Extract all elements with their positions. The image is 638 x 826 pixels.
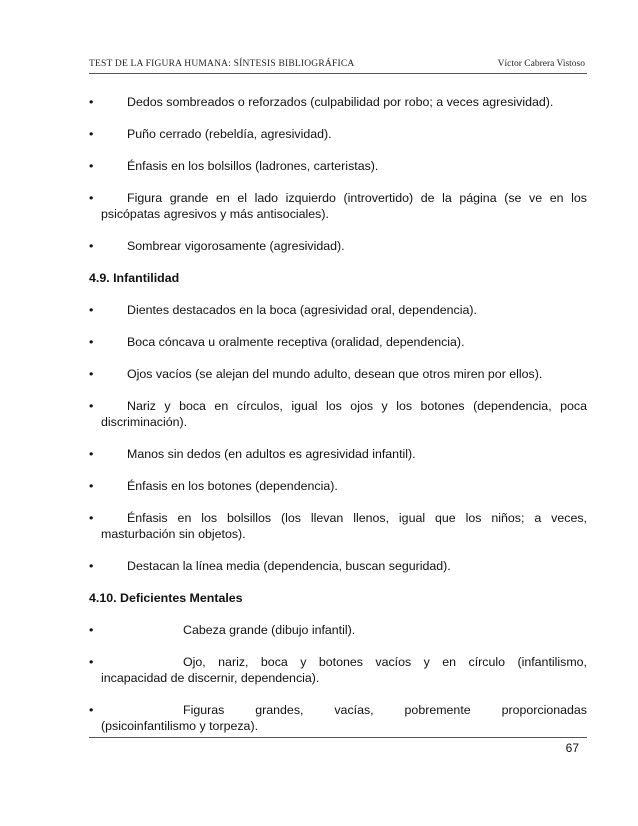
list-item-text-line2: discriminación).	[101, 415, 188, 429]
list-item-text: Dientes destacados en la boca (agresividad oral, dependencia).	[127, 303, 477, 317]
list-item-text: Destacan la línea media (dependencia, buscan seguridad).	[127, 559, 451, 573]
page-number: 67	[565, 741, 579, 755]
bullet-icon: •	[89, 367, 94, 381]
list-item	[89, 622, 587, 638]
page-header	[89, 59, 587, 74]
bullet-icon: •	[89, 239, 94, 253]
list-item	[89, 478, 587, 494]
list-item	[89, 158, 587, 174]
list-item	[89, 302, 587, 318]
list-item	[89, 238, 587, 254]
list-item-text: Dedos sombreados o reforzados (culpabilidad por robo; a veces agresividad).	[127, 95, 554, 109]
bullet-icon: •	[89, 399, 94, 413]
list-item-text-line2: masturbación sin objetos).	[101, 527, 246, 541]
list-item	[89, 94, 587, 110]
list-item	[89, 398, 587, 430]
page-content	[89, 94, 587, 750]
list-item-text-line2: incapacidad de discernir, dependencia).	[101, 671, 320, 685]
header-title: TEST DE LA FIGURA HUMANA: SÍNTESIS BIBLIOGRÁFICA	[89, 59, 355, 69]
list-item	[89, 190, 587, 222]
list-item-text-line1: Nariz y boca en círculos, igual los ojos y los botones (dependencia, poca	[127, 399, 587, 413]
list-item-text-line2: (psicoinfantilismo y torpeza).	[101, 719, 259, 733]
page-footer	[89, 737, 587, 755]
list-item	[89, 654, 587, 686]
list-item-text-line2: psicópatas agresivos y más antisociales).	[101, 207, 329, 221]
bullet-icon: •	[89, 303, 94, 317]
bullet-icon: •	[89, 95, 94, 109]
list-item-text: Énfasis en los botones (dependencia).	[127, 479, 338, 493]
bullet-icon: •	[89, 159, 94, 173]
list-item-text-line1: Figura grande en el lado izquierdo (introvertido) de la página (se ve en los	[127, 191, 587, 205]
list-item-text: Cabeza grande (dibujo infantil).	[183, 623, 356, 637]
bullet-icon: •	[89, 447, 94, 461]
list-item-text: Sombrear vigorosamente (agresividad).	[127, 239, 345, 253]
bullet-icon: •	[89, 191, 94, 205]
bullet-icon: •	[89, 703, 94, 717]
bullet-icon: •	[89, 623, 94, 637]
bullet-icon: •	[89, 127, 94, 141]
list-item	[89, 334, 587, 350]
bullet-icon: •	[89, 655, 94, 669]
list-item	[89, 366, 587, 382]
list-item-text: Ojos vacíos (se alejan del mundo adulto, desean que otros miren por ellos).	[127, 367, 543, 381]
list-item-text: Manos sin dedos (en adultos es agresividad infantil).	[127, 447, 416, 461]
list-item-text: Boca cóncava u oralmente receptiva (oralidad, dependencia).	[127, 335, 465, 349]
header-author: Víctor Cabrera Vistoso	[497, 59, 585, 69]
list-item-text: Énfasis en los bolsillos (ladrones, carteristas).	[127, 159, 379, 173]
bullet-icon: •	[89, 479, 94, 493]
section-heading-deficientes-mentales: 4.10. Deficientes Mentales	[89, 591, 243, 605]
section-heading-infantilidad: 4.9. Infantilidad	[89, 271, 180, 285]
list-item	[89, 558, 587, 574]
list-item	[89, 126, 587, 142]
bullet-icon: •	[89, 511, 94, 525]
list-item-text: Puño cerrado (rebeldía, agresividad).	[127, 127, 332, 141]
list-item	[89, 446, 587, 462]
list-item-text-line1: Ojo, nariz, boca y botones vacíos y en círculo (infantilismo,	[183, 655, 587, 669]
list-item	[89, 510, 587, 542]
list-item-text-line1: Figuras grandes, vacías, pobremente proporcionadas	[183, 703, 587, 717]
list-item-text-line1: Énfasis en los bolsillos (los llevan llenos, igual que los niños; a veces,	[127, 511, 587, 525]
list-item	[89, 702, 587, 734]
bullet-icon: •	[89, 335, 94, 349]
bullet-icon: •	[89, 559, 94, 573]
